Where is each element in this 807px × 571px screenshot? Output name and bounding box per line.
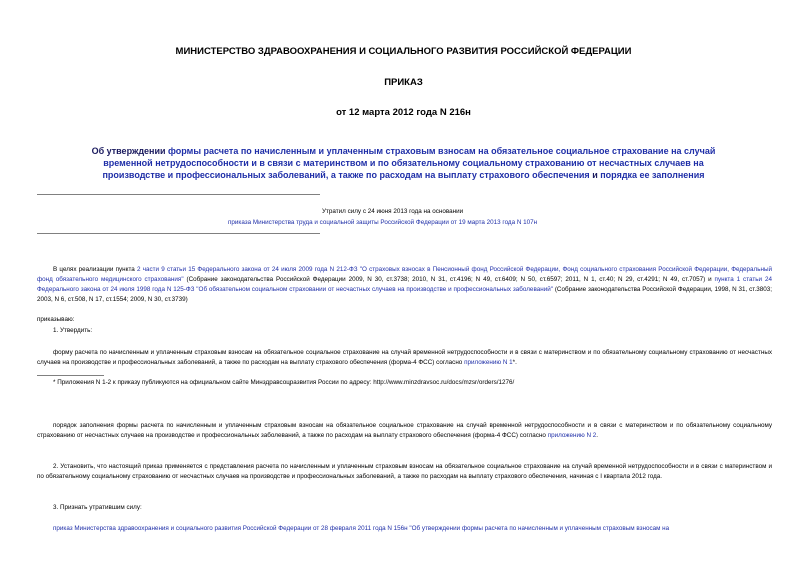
item-3: 3. Признать утратившим силу:	[53, 504, 142, 511]
divider-top	[37, 194, 320, 195]
title-form-link[interactable]: формы расчета по начисленным и уплаченным страховым взносам на обязательное социальное страхование на случай временной нетрудоспособности и в связи с материнством и по обязательному социальному страхованию от несчастных случаев на производстве и профессиональных заболеваний, а также по расходам на выплату страхового обеспечения	[102, 146, 716, 180]
footnote-divider	[37, 375, 104, 376]
doc-type-heading: ПРИКАЗ	[384, 77, 423, 88]
title-procedure-link[interactable]: порядка ее заполнения	[600, 170, 705, 180]
footnote: * Приложения N 1-2 к приказу публикуются на официальном сайте Минздравсоцразвития России по адресу: http://www.minzdravsoc.ru/docs/mzsr/orders/1276/	[53, 379, 515, 386]
preamble-text-1: В целях реализации пункта	[53, 266, 138, 273]
appendix-2-link[interactable]: приложению N 2	[547, 432, 597, 439]
law-212-link[interactable]: 2 части 9 статьи 15 Федерального закона от 24 июля 2009 года N 212-ФЗ "О страховых взносах в Пенсионный фонд Российской Федерации, Фонд социального страхования Российской Федерации, Федеральный фонд обязательного медицинского страхования"	[37, 266, 772, 283]
form-end: *.	[512, 359, 517, 366]
preamble-paragraph	[37, 265, 772, 305]
status-link[interactable]: приказа Министерства труда и социальной защиты Российской Федерации от 19 марта 2013 года N 107н	[228, 219, 538, 226]
law-125-link[interactable]: пункта 1 статьи 24 Федерального закона от 24 июля 1998 года N 125-ФЗ "Об обязательном социальном страховании от несчастных случаев на производстве и профессиональных заболеваний"	[37, 276, 772, 293]
status-text: Утратил силу с 24 июня 2013 года на основании	[322, 208, 464, 215]
preamble-text-3: (Собрание законодательства Российской Федерации, 1998, N 31, ст.3803; 2003, N 6, ст.508, N 17, ст.1554; 2009, N 30, ст.3739)	[37, 286, 772, 303]
appendix-1-link[interactable]: приложению N 1	[464, 359, 513, 366]
divider-bottom	[37, 233, 320, 234]
procedure-text: порядок заполнения формы расчета по начисленным и уплаченным страховым взносам на обязательное социальное страхование на случай временной нетрудоспособности и в связи с материнством и по обязательному социальному страхованию от несчастных случаев на производстве и профессиональных заболеваний, а также по расходам на выплату страхового обеспечения (форма-4 ФСС) согласно	[37, 422, 772, 439]
title-part-3: и	[589, 170, 601, 180]
item-2-paragraph: 2. Установить, что настоящий приказ применяется с представления расчета по начисленным и уплаченным страховым взносам на обязательное социальное страхование на случай временной нетрудоспособности и в связи с материнством и по обязательному социальному страхованию от несчастных случаев на производстве и профессиональных заболеваний, а также по расходам на выплату страхового обеспечения, начиная с I квартала 2012 года.	[37, 463, 772, 480]
form-paragraph	[37, 348, 772, 368]
ministry-heading: МИНИСТЕРСТВО ЗДРАВООХРАНЕНИЯ И СОЦИАЛЬНОГО РАЗВИТИЯ РОССИЙСКОЙ ФЕДЕРАЦИИ	[175, 46, 632, 57]
item-1: 1. Утвердить:	[53, 327, 93, 334]
form-text: форму расчета по начисленным и уплаченным страховым взносам на обязательное социальное страхование на случай временной нетрудоспособности и в связи с материнством и по обязательному социальному страхованию от несчастных случаев на производстве и профессиональных заболеваний, а также по расходам на выплату страхового обеспечения (форма-4 ФСС) согласно	[37, 349, 772, 366]
procedure-end: .	[596, 432, 599, 439]
document-title	[75, 145, 732, 181]
date-number: от 12 марта 2012 года N 216н	[336, 107, 471, 118]
preamble-text-2: (Собрание законодательства Российской Федерации 2009, N 30, ст.3738; 2010, N 31, ст.4196; N 49, ст.6409; N 50, ст.6597; 2011, N 1, ст.40; N 29, ст.4291; N 49, ст.7057) и	[183, 276, 715, 283]
repealed-order-link[interactable]: приказ Министерства здравоохранения и социального развития Российской Федерации от 28 февраля 2011 года N 156н "Об утверждении формы расчета по начисленным и уплаченным страховым взносам на	[53, 525, 670, 532]
order-word: приказываю:	[37, 316, 75, 323]
procedure-paragraph	[37, 421, 772, 441]
title-part-1: Об утверждении	[91, 146, 169, 156]
